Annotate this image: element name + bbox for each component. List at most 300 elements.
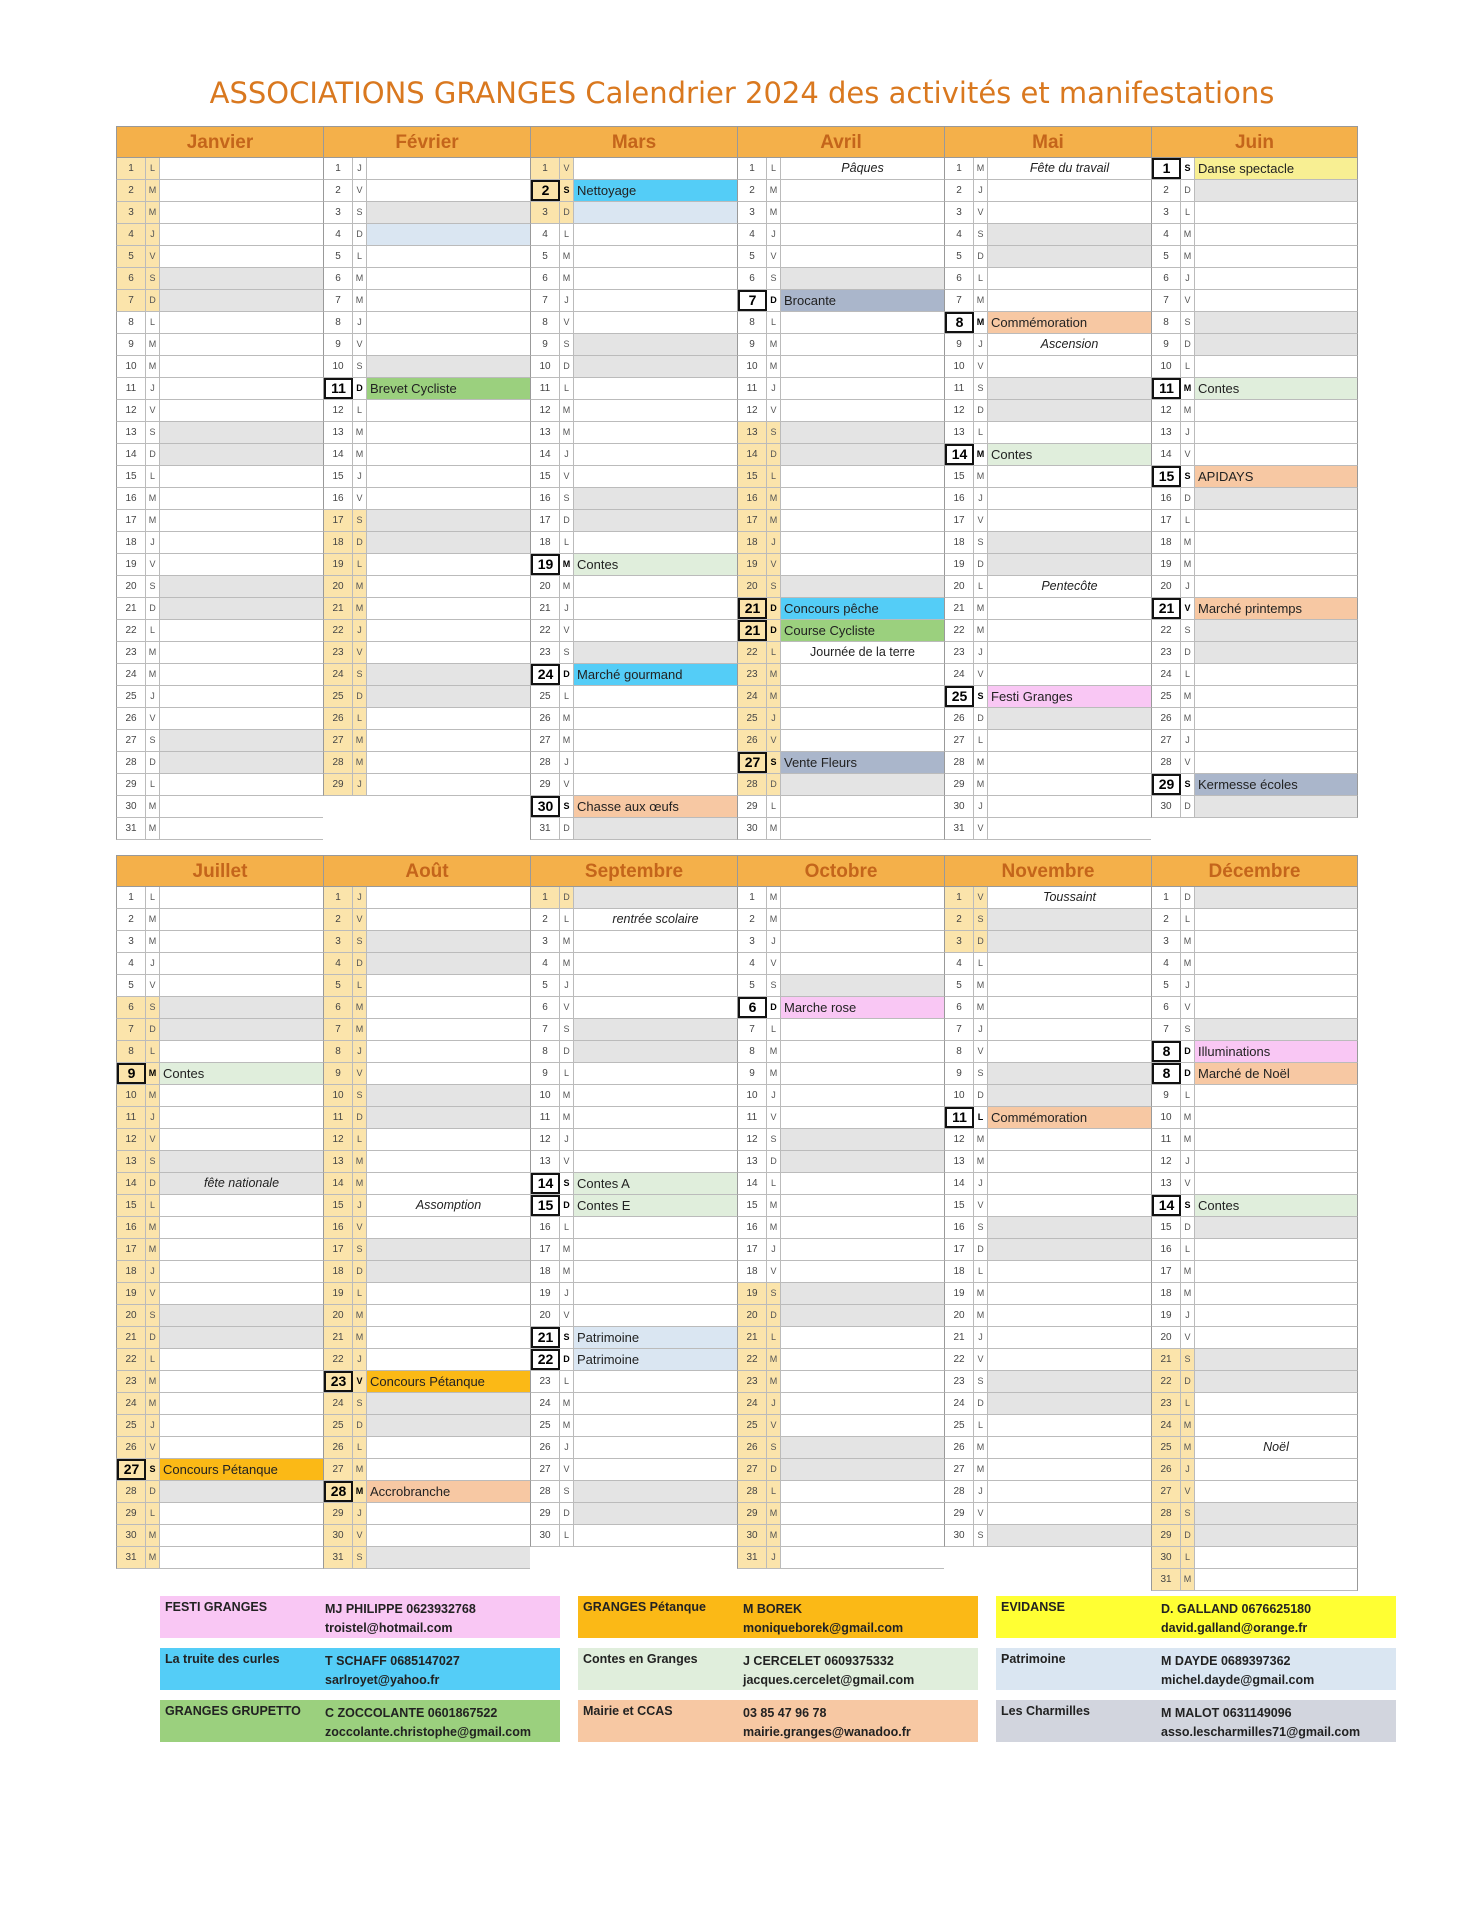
day-event — [367, 887, 530, 908]
day-number: 28 — [324, 1481, 353, 1502]
day-number: 22 — [738, 1349, 767, 1370]
weekday-letter: D — [767, 290, 781, 311]
day-number: 21 — [324, 1327, 353, 1348]
day-event — [988, 1041, 1151, 1062]
day-row — [323, 488, 530, 510]
day-event — [1195, 620, 1357, 641]
day-event: Marché printemps — [1195, 598, 1357, 619]
day-event — [367, 730, 530, 751]
day-number: 15 — [531, 1195, 560, 1216]
day-event: Contes — [1195, 1195, 1357, 1216]
day-row — [323, 975, 530, 997]
day-number: 6 — [1152, 268, 1181, 289]
day-event — [160, 510, 323, 531]
weekday-letter: D — [767, 1305, 781, 1326]
day-event — [160, 686, 323, 707]
contact-email: asso.lescharmilles71@gmail.com — [1161, 1725, 1361, 1739]
weekday-letter: V — [146, 246, 160, 267]
day-row — [530, 1349, 737, 1371]
weekday-letter: V — [353, 1063, 367, 1084]
day-number: 7 — [738, 290, 767, 311]
day-row — [530, 400, 737, 422]
day-event — [160, 1371, 323, 1392]
weekday-letter: S — [767, 422, 781, 443]
day-number: 1 — [324, 887, 353, 908]
day-row — [530, 1415, 737, 1437]
day-event — [367, 1107, 530, 1128]
weekday-letter: M — [560, 708, 574, 729]
weekday-letter: V — [1181, 997, 1195, 1018]
day-row — [530, 532, 737, 554]
weekday-letter: L — [560, 1063, 574, 1084]
weekday-letter: J — [560, 975, 574, 996]
day-number: 10 — [1152, 356, 1181, 377]
weekday-letter: L — [560, 1371, 574, 1392]
weekday-letter: V — [353, 1371, 367, 1392]
weekday-letter: J — [560, 1129, 574, 1150]
day-event — [367, 422, 530, 443]
day-row — [737, 1437, 944, 1459]
day-event — [367, 1239, 530, 1260]
day-row — [944, 158, 1151, 180]
day-row — [530, 268, 737, 290]
day-row — [116, 975, 323, 997]
day-event — [781, 1041, 944, 1062]
weekday-letter: D — [146, 1481, 160, 1502]
weekday-letter: M — [146, 1063, 160, 1084]
day-row — [944, 1415, 1151, 1437]
day-row — [737, 1503, 944, 1525]
legend-entry — [160, 1596, 560, 1638]
weekday-letter: M — [767, 686, 781, 707]
weekday-letter: M — [353, 1173, 367, 1194]
day-number: 18 — [945, 1261, 974, 1282]
day-row — [944, 532, 1151, 554]
contact-email: moniqueborek@gmail.com — [743, 1621, 904, 1635]
association-name: Les Charmilles — [1001, 1704, 1090, 1718]
day-row — [323, 466, 530, 488]
day-event — [781, 1547, 944, 1568]
day-event — [160, 554, 323, 575]
day-number: 8 — [117, 1041, 146, 1062]
day-row — [116, 180, 323, 202]
day-row — [116, 1129, 323, 1151]
weekday-letter: L — [974, 576, 988, 597]
weekday-letter: S — [353, 1085, 367, 1106]
day-number: 22 — [945, 1349, 974, 1370]
day-event — [988, 1283, 1151, 1304]
weekday-letter: S — [767, 576, 781, 597]
day-row — [944, 953, 1151, 975]
day-number: 31 — [531, 818, 560, 839]
day-row — [1151, 356, 1358, 378]
weekday-letter: S — [974, 686, 988, 707]
day-row — [530, 378, 737, 400]
day-number: 16 — [117, 1217, 146, 1238]
day-event: Marché de Noël — [1195, 1063, 1357, 1084]
day-row — [1151, 158, 1358, 180]
association-contact — [743, 1600, 903, 1638]
day-event — [781, 576, 944, 597]
day-row — [737, 422, 944, 444]
day-number: 16 — [117, 488, 146, 509]
day-event — [781, 730, 944, 751]
day-row — [944, 180, 1151, 202]
day-event — [781, 686, 944, 707]
weekday-letter: D — [974, 400, 988, 421]
day-event — [367, 1459, 530, 1480]
day-event — [1195, 1393, 1357, 1414]
day-event — [1195, 1349, 1357, 1370]
day-event — [160, 1437, 323, 1458]
day-row — [1151, 953, 1358, 975]
day-row — [1151, 1481, 1358, 1503]
day-event — [988, 1217, 1151, 1238]
weekday-letter: V — [1181, 1173, 1195, 1194]
day-number: 21 — [117, 1327, 146, 1348]
weekday-letter: M — [353, 752, 367, 773]
day-event — [160, 953, 323, 974]
weekday-letter: D — [974, 554, 988, 575]
day-event — [160, 1415, 323, 1436]
day-number: 27 — [531, 730, 560, 751]
day-row — [944, 1283, 1151, 1305]
association-name: Mairie et CCAS — [583, 1704, 673, 1718]
day-event — [1195, 510, 1357, 531]
day-event: rentrée scolaire — [612, 912, 699, 926]
day-row — [116, 1283, 323, 1305]
day-event — [1195, 708, 1357, 729]
day-number: 1 — [1152, 887, 1181, 908]
day-event — [1195, 334, 1357, 355]
day-event — [574, 1503, 737, 1524]
day-number: 25 — [117, 1415, 146, 1436]
day-event — [574, 466, 737, 487]
day-row — [323, 576, 530, 598]
day-number: 5 — [117, 246, 146, 267]
association-contact — [1161, 1600, 1311, 1638]
day-number: 16 — [1152, 488, 1181, 509]
weekday-letter: M — [974, 774, 988, 795]
weekday-letter: L — [767, 1481, 781, 1502]
legend-entry — [160, 1700, 560, 1742]
day-row — [737, 931, 944, 953]
weekday-letter: M — [974, 444, 988, 465]
day-event — [781, 1129, 944, 1150]
day-number: 11 — [1152, 1129, 1181, 1150]
day-row — [737, 1261, 944, 1283]
weekday-letter: M — [974, 1437, 988, 1458]
day-event — [574, 1415, 737, 1436]
day-number: 31 — [117, 818, 146, 839]
day-event: Contes — [1195, 378, 1357, 399]
day-number: 20 — [738, 576, 767, 597]
day-row — [530, 510, 737, 532]
day-event — [574, 290, 737, 311]
day-number: 27 — [531, 1459, 560, 1480]
day-event — [367, 246, 530, 267]
weekday-letter: S — [146, 1305, 160, 1326]
day-number: 15 — [324, 1195, 353, 1216]
day-number: 14 — [738, 444, 767, 465]
day-number: 31 — [1152, 1569, 1181, 1590]
day-row — [116, 422, 323, 444]
day-event — [781, 312, 944, 333]
day-event: Accrobranche — [367, 1481, 530, 1502]
day-event — [1195, 953, 1357, 974]
weekday-letter: S — [353, 1239, 367, 1260]
day-row — [1151, 1217, 1358, 1239]
day-number: 8 — [324, 1041, 353, 1062]
day-number: 24 — [738, 1393, 767, 1414]
day-number: 18 — [1152, 532, 1181, 553]
day-number: 11 — [738, 378, 767, 399]
weekday-letter: D — [560, 664, 574, 685]
day-row — [737, 1173, 944, 1195]
day-event — [988, 664, 1151, 685]
weekday-letter: S — [146, 730, 160, 751]
weekday-letter: M — [560, 554, 574, 575]
day-event: Pentecôte — [1041, 579, 1098, 593]
day-event — [1195, 1217, 1357, 1238]
day-event — [1195, 887, 1357, 908]
weekday-letter: M — [767, 818, 781, 839]
day-number: 4 — [117, 224, 146, 245]
day-number: 2 — [738, 909, 767, 930]
weekday-letter: J — [353, 158, 367, 179]
day-event — [574, 1283, 737, 1304]
day-number: 18 — [531, 1261, 560, 1282]
day-row — [1151, 224, 1358, 246]
day-row — [737, 642, 944, 664]
day-row — [530, 931, 737, 953]
weekday-letter: D — [353, 378, 367, 399]
day-number: 18 — [117, 1261, 146, 1282]
day-number: 26 — [324, 1437, 353, 1458]
day-number: 23 — [945, 1371, 974, 1392]
day-event — [1195, 576, 1357, 597]
day-event — [1195, 356, 1357, 377]
weekday-letter: J — [353, 887, 367, 908]
day-event: Contes — [574, 554, 737, 575]
weekday-letter: S — [353, 202, 367, 223]
day-event — [781, 246, 944, 267]
contact-email: michel.dayde@gmail.com — [1161, 1673, 1315, 1687]
day-event: Festi Granges — [988, 686, 1151, 707]
day-row — [323, 598, 530, 620]
day-event — [367, 1085, 530, 1106]
weekday-letter: S — [974, 909, 988, 930]
day-event — [988, 378, 1151, 399]
weekday-letter: D — [560, 1503, 574, 1524]
day-row — [737, 158, 944, 180]
weekday-letter: M — [560, 931, 574, 952]
day-row — [530, 576, 737, 598]
day-number: 26 — [531, 708, 560, 729]
weekday-letter: J — [767, 708, 781, 729]
weekday-letter: M — [1181, 246, 1195, 267]
day-row — [1151, 642, 1358, 664]
day-row — [323, 752, 530, 774]
day-event — [1195, 931, 1357, 952]
day-row — [323, 1371, 530, 1393]
day-event — [160, 356, 323, 377]
day-number: 7 — [1152, 1019, 1181, 1040]
month-header: Février — [323, 126, 530, 158]
contact-line: M BOREK — [743, 1602, 803, 1616]
day-row — [530, 620, 737, 642]
day-row — [116, 887, 323, 909]
day-event — [574, 997, 737, 1018]
day-event — [781, 1085, 944, 1106]
day-row — [1151, 246, 1358, 268]
day-number: 6 — [117, 997, 146, 1018]
day-number: 23 — [1152, 642, 1181, 663]
day-row — [1151, 202, 1358, 224]
day-number: 17 — [738, 510, 767, 531]
month-column — [116, 855, 323, 1591]
weekday-letter: D — [767, 1151, 781, 1172]
day-row — [530, 444, 737, 466]
day-row — [737, 1019, 944, 1041]
day-number: 29 — [738, 1503, 767, 1524]
weekday-letter: V — [146, 1437, 160, 1458]
day-event — [1195, 752, 1357, 773]
weekday-letter: M — [974, 312, 988, 333]
weekday-letter: V — [353, 909, 367, 930]
day-event: Brevet Cycliste — [367, 378, 530, 399]
day-row — [1151, 422, 1358, 444]
weekday-letter: S — [767, 268, 781, 289]
day-row — [1151, 576, 1358, 598]
weekday-letter: J — [353, 620, 367, 641]
day-number: 11 — [531, 1107, 560, 1128]
day-row — [737, 224, 944, 246]
day-number: 28 — [531, 752, 560, 773]
day-number: 30 — [324, 1525, 353, 1546]
day-event — [1195, 290, 1357, 311]
day-number: 27 — [738, 752, 767, 773]
day-row — [530, 488, 737, 510]
day-event — [988, 488, 1151, 509]
weekday-letter: M — [560, 268, 574, 289]
day-event — [160, 1217, 323, 1238]
day-number: 8 — [531, 1041, 560, 1062]
weekday-letter: M — [353, 1459, 367, 1480]
day-row — [944, 818, 1151, 840]
day-number: 25 — [324, 1415, 353, 1436]
weekday-letter: J — [974, 1481, 988, 1502]
day-number: 25 — [1152, 1437, 1181, 1458]
day-number: 3 — [531, 202, 560, 223]
day-number: 26 — [324, 708, 353, 729]
day-number: 7 — [117, 290, 146, 311]
day-row — [737, 576, 944, 598]
weekday-letter: L — [560, 909, 574, 930]
weekday-letter: S — [353, 510, 367, 531]
day-row — [530, 1371, 737, 1393]
day-number: 23 — [531, 642, 560, 663]
day-event — [988, 1173, 1151, 1194]
weekday-letter: J — [1181, 422, 1195, 443]
day-event — [574, 576, 737, 597]
day-number: 10 — [945, 356, 974, 377]
day-event — [1195, 1525, 1357, 1546]
weekday-letter: L — [353, 708, 367, 729]
day-event — [574, 1063, 737, 1084]
day-row — [323, 158, 530, 180]
weekday-letter: D — [560, 202, 574, 223]
weekday-letter: D — [1181, 180, 1195, 201]
day-row — [1151, 1239, 1358, 1261]
contact-line: M DAYDE 0689397362 — [1161, 1654, 1291, 1668]
weekday-letter: S — [146, 576, 160, 597]
association-name: FESTI GRANGES — [165, 1600, 268, 1614]
day-number: 22 — [531, 1349, 560, 1370]
weekday-letter: V — [146, 975, 160, 996]
day-number: 22 — [531, 620, 560, 641]
day-row — [323, 1481, 530, 1503]
day-event — [781, 1415, 944, 1436]
day-number: 23 — [1152, 1393, 1181, 1414]
weekday-letter: M — [974, 466, 988, 487]
day-row — [530, 598, 737, 620]
day-number: 27 — [117, 730, 146, 751]
day-row — [737, 510, 944, 532]
weekday-letter: M — [560, 576, 574, 597]
day-number: 1 — [1152, 158, 1181, 179]
association-name: La truite des curles — [165, 1652, 280, 1666]
day-event — [1195, 909, 1357, 930]
contact-line: M MALOT 0631149096 — [1161, 1706, 1292, 1720]
day-row — [323, 909, 530, 931]
day-row — [116, 1415, 323, 1437]
day-row — [116, 1393, 323, 1415]
day-event — [1195, 686, 1357, 707]
day-event — [1195, 1261, 1357, 1282]
day-event — [988, 180, 1151, 201]
association-name: Contes en Granges — [583, 1652, 698, 1666]
month-header: Juillet — [116, 855, 323, 887]
day-row — [1151, 686, 1358, 708]
day-row — [944, 202, 1151, 224]
day-number: 15 — [738, 1195, 767, 1216]
day-number: 17 — [117, 510, 146, 531]
day-event — [367, 1019, 530, 1040]
contact-line: J CERCELET 0609375332 — [743, 1654, 894, 1668]
day-number: 31 — [324, 1547, 353, 1568]
day-number: 26 — [1152, 1459, 1181, 1480]
day-row — [116, 400, 323, 422]
day-row — [116, 1305, 323, 1327]
day-row — [323, 180, 530, 202]
day-row — [944, 1063, 1151, 1085]
day-event — [1195, 1459, 1357, 1480]
day-number: 4 — [324, 224, 353, 245]
weekday-letter: M — [974, 290, 988, 311]
day-number: 11 — [531, 378, 560, 399]
day-number: 1 — [738, 887, 767, 908]
day-event — [160, 752, 323, 773]
day-event — [574, 887, 737, 908]
day-row — [1151, 664, 1358, 686]
association-contact — [1161, 1704, 1360, 1742]
day-row — [116, 356, 323, 378]
day-event — [781, 1349, 944, 1370]
weekday-letter: L — [1181, 1547, 1195, 1568]
day-row — [944, 1019, 1151, 1041]
calendar-first-half — [116, 126, 1358, 840]
